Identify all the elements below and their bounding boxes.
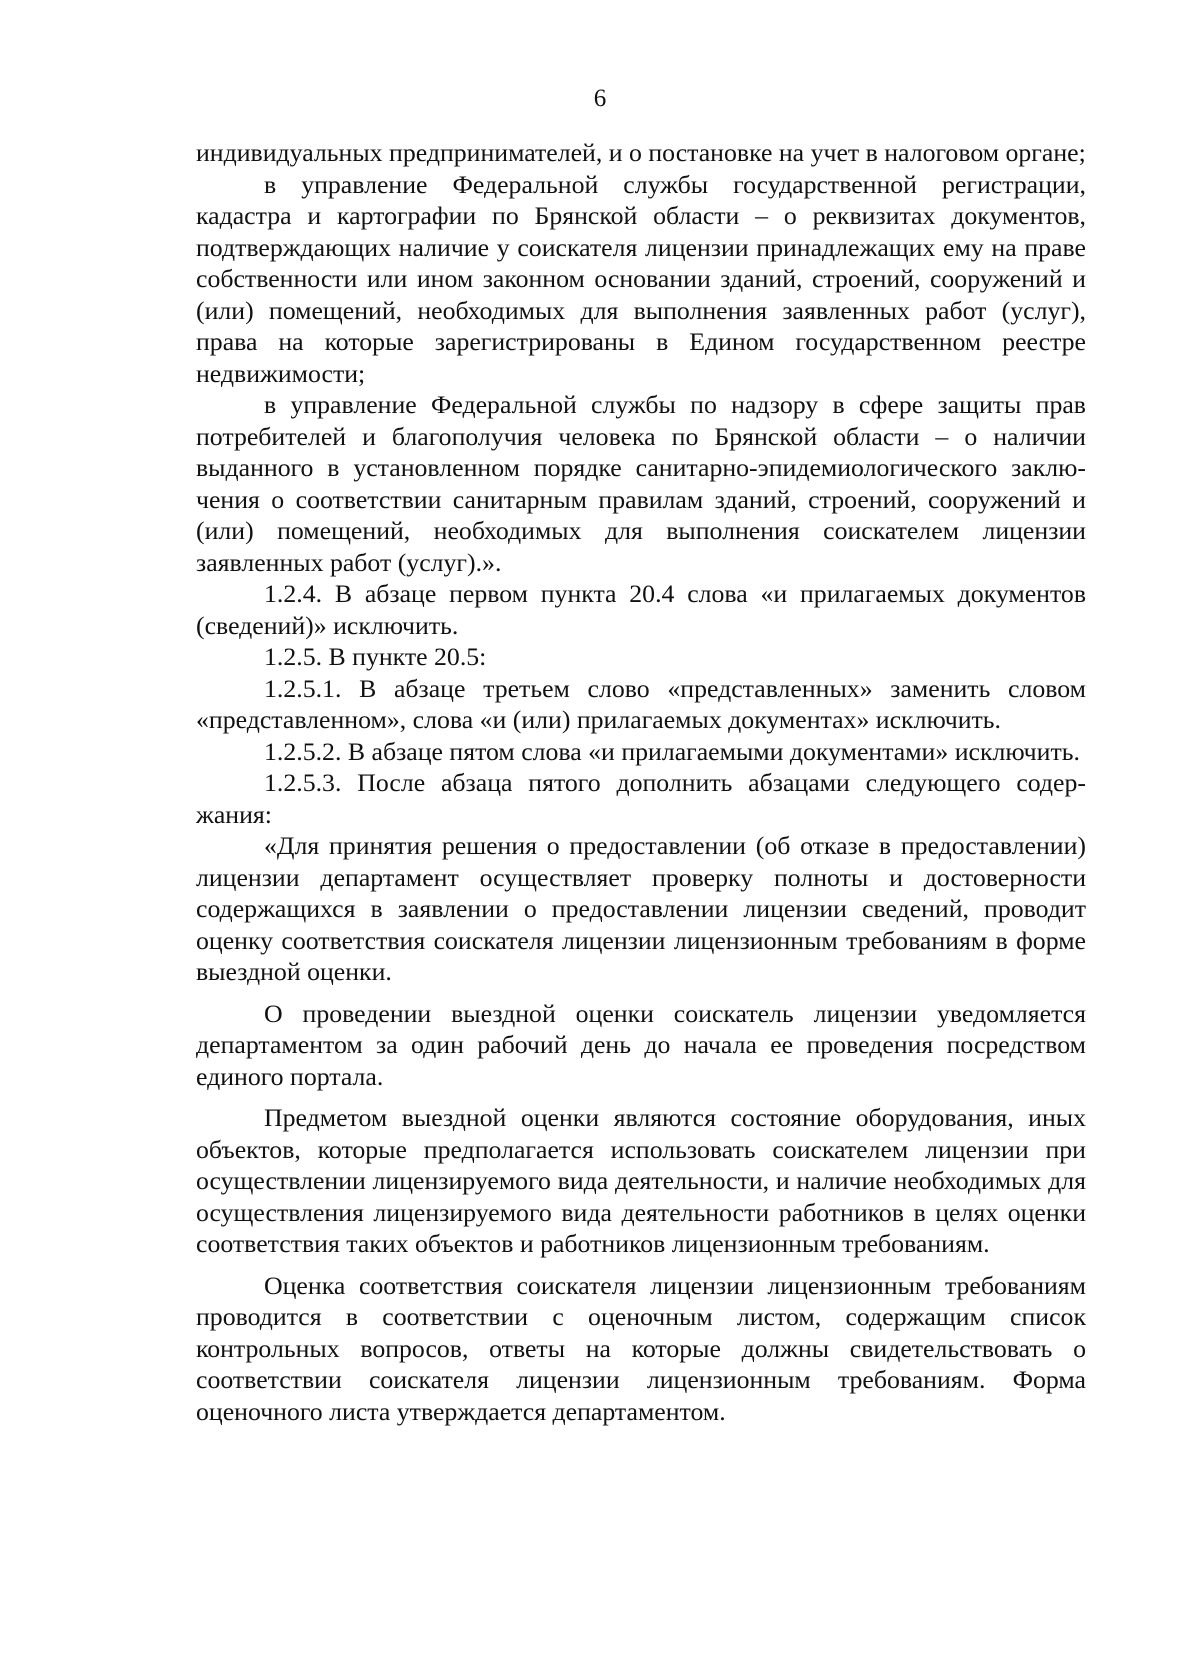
paragraph-quoted-decision: «Для принятия решения о предоставлении (об отказе в предоставлении) лицензии департамент осуществляет проверку полноты и достоверности содержащихся в заявлении о предоставлении лицензии сведений, проводит оценку соответствия соискателя лицензии лицензионным требованиям в форме выездной оценки. bbox=[196, 831, 1086, 986]
paragraph-1-2-5: 1.2.5. В пункте 20.5: bbox=[264, 642, 487, 671]
paragraph-notification: О проведении выездной оценки соискатель лицензии уведомляется департаментом за один рабочий день до начала ее проведения посредством единого портала. bbox=[196, 998, 1086, 1091]
paragraph-1-2-5-3: 1.2.5.3. После абзаца пятого дополнить абзацами следующего содержания: bbox=[196, 768, 1086, 829]
paragraph-rosreestr: в управление Федеральной службы государственной регистрации, кадастра и картографии по Брянской области – о реквизитах документов, подтверждающих наличие у соискателя лицензии принадлежащих ему на праве собственности или ином законном основании зданий, строений, сооружений и (или) помещений, необходимых для выполнения заявленных работ (услуг), права на которые зарегистрированы в Едином государственном реестре недвижимости; bbox=[196, 169, 1086, 388]
paragraph-1-2-4: 1.2.4. В абзаце первом пункта 20.4 слова «и прилагаемых документов (сведений)» исключить. bbox=[196, 579, 1086, 640]
paragraph-subject-of-assessment: Предметом выездной оценки являются состояние оборудования, иных объектов, которые предполагается использовать соискателем лицензии при осуществлении лицензируемого вида деятельности, и наличие необходимых для осуществления лицензируемого вида деятельности работников в целях оценки соответствия таких объектов и работников лицензионным требованиям. bbox=[196, 1103, 1086, 1258]
paragraph-assessment-sheet: Оценка соответствия соискателя лицензии лицензионным требованиям проводится в соответствии с оценочным листом, содержащим список контрольных вопросов, ответы на которые должны свидетельствовать о соответствии соискателя лицензии лицензионным требованиям. Форма оценочного листа утверждается департаментом. bbox=[196, 1270, 1086, 1426]
document-body bbox=[196, 137, 1086, 1427]
paragraph-1-2-5-1: 1.2.5.1. В абзаце третьем слово «представленных» заменить словом «представленном», слова «и (или) прилагаемых документах» исключить. bbox=[196, 673, 1086, 734]
page-number: 6 bbox=[593, 85, 607, 112]
paragraph-continuation: индивидуальных предпринимателей, и о постановке на учет в налоговом органе; bbox=[196, 138, 1086, 167]
paragraph-rospotrebnadzor: в управление Федеральной службы по надзору в сфере защиты прав потребителей и благополучия человека по Брянской области – о наличии выданного в установленном порядке санитарно-эпидемиологического заключения о соответствии санитарным правилам зданий, строений, сооружений и (или) помещений, необходимых для выполнения соискателем лицензии заявленных работ (услуг).». bbox=[196, 390, 1086, 577]
paragraph-1-2-5-2: 1.2.5.2. В абзаце пятом слова «и прилагаемыми документами» исключить. bbox=[264, 736, 1080, 766]
